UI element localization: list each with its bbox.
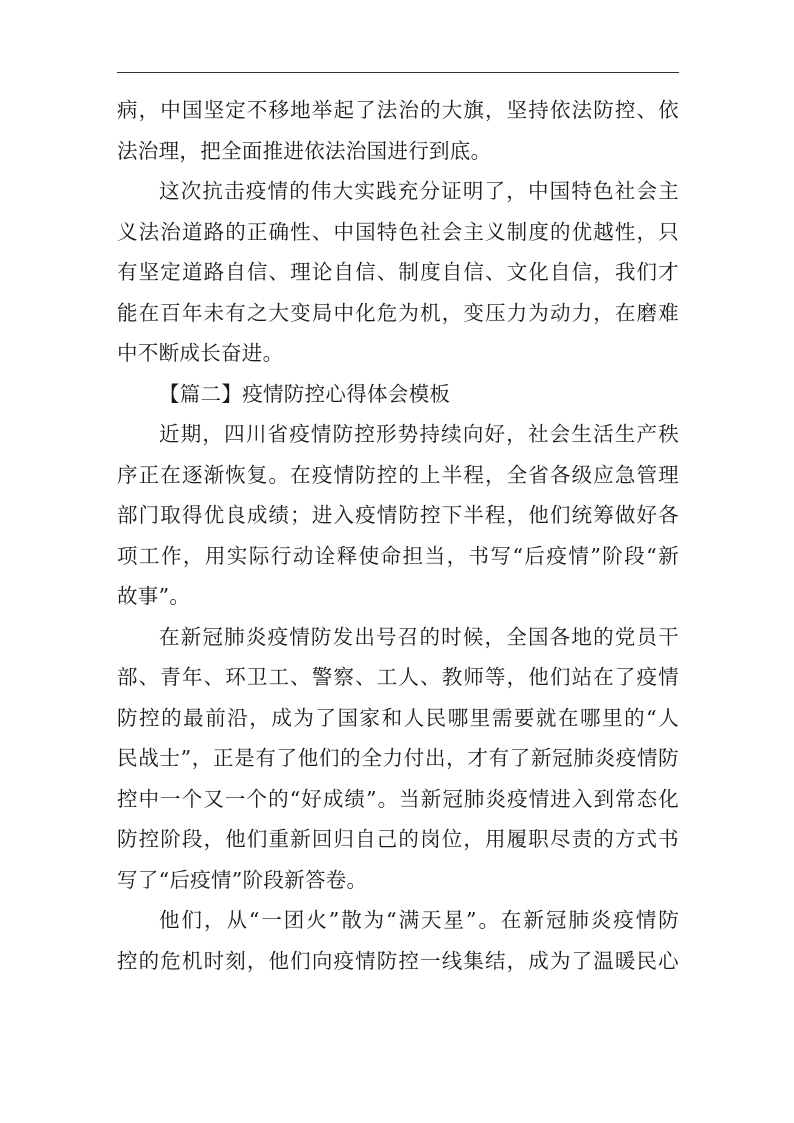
- paragraph-3: [117, 414, 679, 617]
- text-line: 近期，四川省疫情防控形势持续向好，社会生活生产秩: [159, 422, 679, 446]
- paragraph-2: [117, 171, 679, 374]
- text-line: 项工作，用实际行动诠释使命担当，书写“后疫情”阶段“新: [117, 543, 679, 568]
- text-line: 部、青年、环卫工、警察、工人、教师等，他们站在了疫情: [117, 665, 679, 689]
- text-line: 控的危机时刻，他们向疫情防控一线集结，成为了温暖民心: [117, 948, 679, 973]
- text-line: 防控阶段，他们重新回归自己的岗位，用履职尽责的方式书: [117, 827, 679, 851]
- paragraph-1: [117, 90, 679, 171]
- paragraph-5: [117, 900, 679, 981]
- text-line: 他们，从“一团火”散为“满天星”。在新冠肺炎疫情防: [159, 908, 679, 932]
- text-line: 中不断成长奋进。: [117, 341, 284, 365]
- text-line: 防控的最前沿，成为了国家和人民哪里需要就在哪里的“人: [117, 705, 679, 730]
- text-line: 写了“后疫情”阶段新答卷。: [117, 867, 368, 892]
- text-line: 病，中国坚定不移地举起了法治的大旗，坚持依法防控、依: [117, 98, 679, 122]
- text-line: 控中一个又一个的“好成绩”。当新冠肺炎疫情进入到常态化: [117, 786, 679, 811]
- text-line: 故事”。: [117, 584, 191, 608]
- text-line: 义法治道路的正确性、中国特色社会主义制度的优越性，只: [117, 219, 679, 244]
- text-line: 序正在逐渐恢复。在疫情防控的上半程，全省各级应急管理: [117, 462, 679, 487]
- text-line: 能在百年未有之大变局中化危为机，变压力为动力，在磨难: [117, 300, 679, 325]
- text-line: 法治理，把全面推进依法治国进行到底。: [117, 138, 492, 163]
- text-line: 民战士”，正是有了他们的全力付出，才有了新冠肺炎疫情防: [117, 746, 679, 770]
- section-heading: [117, 374, 679, 415]
- text-line: 有坚定道路自信、理论自信、制度自信、文化自信，我们才: [117, 260, 679, 284]
- text-line: 在新冠肺炎疫情防发出号召的时候，全国各地的党员干: [159, 624, 679, 649]
- document-body: [117, 90, 679, 981]
- header-rule: [117, 72, 679, 73]
- paragraph-4: [117, 617, 679, 901]
- text-line: 部门取得优良成绩；进入疫情防控下半程，他们统筹做好各: [117, 503, 679, 527]
- text-line: 这次抗击疫情的伟大实践充分证明了，中国特色社会主: [159, 179, 679, 203]
- heading-line: 【篇二】疫情防控心得体会模板: [159, 381, 451, 406]
